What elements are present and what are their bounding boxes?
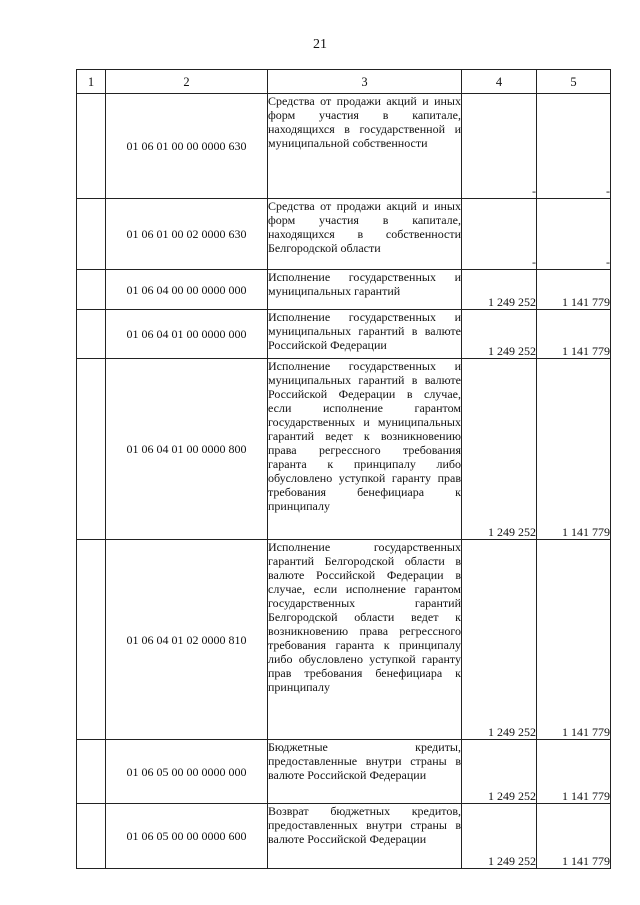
budget-code-cell: 01 06 05 00 00 0000 000 (106, 740, 268, 804)
table-row (77, 94, 611, 199)
amount-cell-col5: - (537, 199, 611, 270)
amount-cell-col4: 1 249 252 (462, 359, 537, 540)
row-number-cell (77, 540, 106, 740)
table-row (77, 740, 611, 804)
header-cell-4: 4 (462, 70, 537, 94)
table-row (77, 804, 611, 869)
row-number-cell (77, 740, 106, 804)
amount-cell-col4: 1 249 252 (462, 740, 537, 804)
description-cell: Средства от продажи акций и иных форм участия в капитале, находящихся в государственной и муниципальной собственности (268, 94, 462, 199)
description-cell: Бюджетные кредиты, предоставленные внутри страны в валюте Российской Федерации (268, 740, 462, 804)
row-number-cell (77, 310, 106, 359)
table-row (77, 270, 611, 310)
amount-cell-col4: 1 249 252 (462, 310, 537, 359)
description-cell: Исполнение государственных и муниципальных гарантий в валюте Российской Федерации (268, 310, 462, 359)
row-number-cell (77, 199, 106, 270)
row-number-cell (77, 804, 106, 869)
page-number: 21 (313, 37, 327, 52)
amount-cell-col4: - (462, 199, 537, 270)
amount-cell-col4: 1 249 252 (462, 270, 537, 310)
header-cell-5: 5 (537, 70, 611, 94)
budget-code-cell: 01 06 04 01 00 0000 000 (106, 310, 268, 359)
description-cell: Средства от продажи акций и иных форм участия в капитале, находящихся в собственности Белгородской области (268, 199, 462, 270)
row-number-cell (77, 270, 106, 310)
table-row (77, 359, 611, 540)
amount-cell-col5: 1 141 779 (537, 359, 611, 540)
description-cell: Исполнение государственных и муниципальных гарантий (268, 270, 462, 310)
header-cell-1: 1 (77, 70, 106, 94)
description-cell: Исполнение государственных и муниципальных гарантий в валюте Российской Федерации в случае, если исполнение гарантом государственных и муниципальных гарантий ведет к возникновению права регрессного требования гаранта к принципалу либо обусловлено уступкой гаранту прав требования бенефициара к принципалу (268, 359, 462, 540)
budget-code-cell: 01 06 04 00 00 0000 000 (106, 270, 268, 310)
amount-cell-col5: - (537, 94, 611, 199)
budget-sources-table (76, 69, 611, 869)
row-number-cell (77, 359, 106, 540)
table-row (77, 310, 611, 359)
amount-cell-col5: 1 141 779 (537, 310, 611, 359)
row-number-cell (77, 94, 106, 199)
amount-cell-col4: - (462, 94, 537, 199)
table-row (77, 199, 611, 270)
budget-code-cell: 01 06 05 00 00 0000 600 (106, 804, 268, 869)
budget-code-cell: 01 06 04 01 00 0000 800 (106, 359, 268, 540)
description-cell: Возврат бюджетных кредитов, предоставленных внутри страны в валюте Российской Федерации (268, 804, 462, 869)
amount-cell-col5: 1 141 779 (537, 804, 611, 869)
budget-code-cell: 01 06 01 00 02 0000 630 (106, 199, 268, 270)
amount-cell-col5: 1 141 779 (537, 740, 611, 804)
budget-code-cell: 01 06 01 00 00 0000 630 (106, 94, 268, 199)
amount-cell-col5: 1 141 779 (537, 270, 611, 310)
description-cell: Исполнение государственных гарантий Белгородской области в валюте Российской Федерации в случае, если исполнение гарантом государственных гарантий Белгородской области ведет к возникновению права регрессного требования гаранта к принципалу либо обусловлено уступкой гаранту прав требования бенефициара к принципалу (268, 540, 462, 740)
header-cell-2: 2 (106, 70, 268, 94)
table-row (77, 540, 611, 740)
table-header-row (77, 70, 611, 94)
budget-code-cell: 01 06 04 01 02 0000 810 (106, 540, 268, 740)
amount-cell-col4: 1 249 252 (462, 540, 537, 740)
header-cell-3: 3 (268, 70, 462, 94)
amount-cell-col5: 1 141 779 (537, 540, 611, 740)
amount-cell-col4: 1 249 252 (462, 804, 537, 869)
